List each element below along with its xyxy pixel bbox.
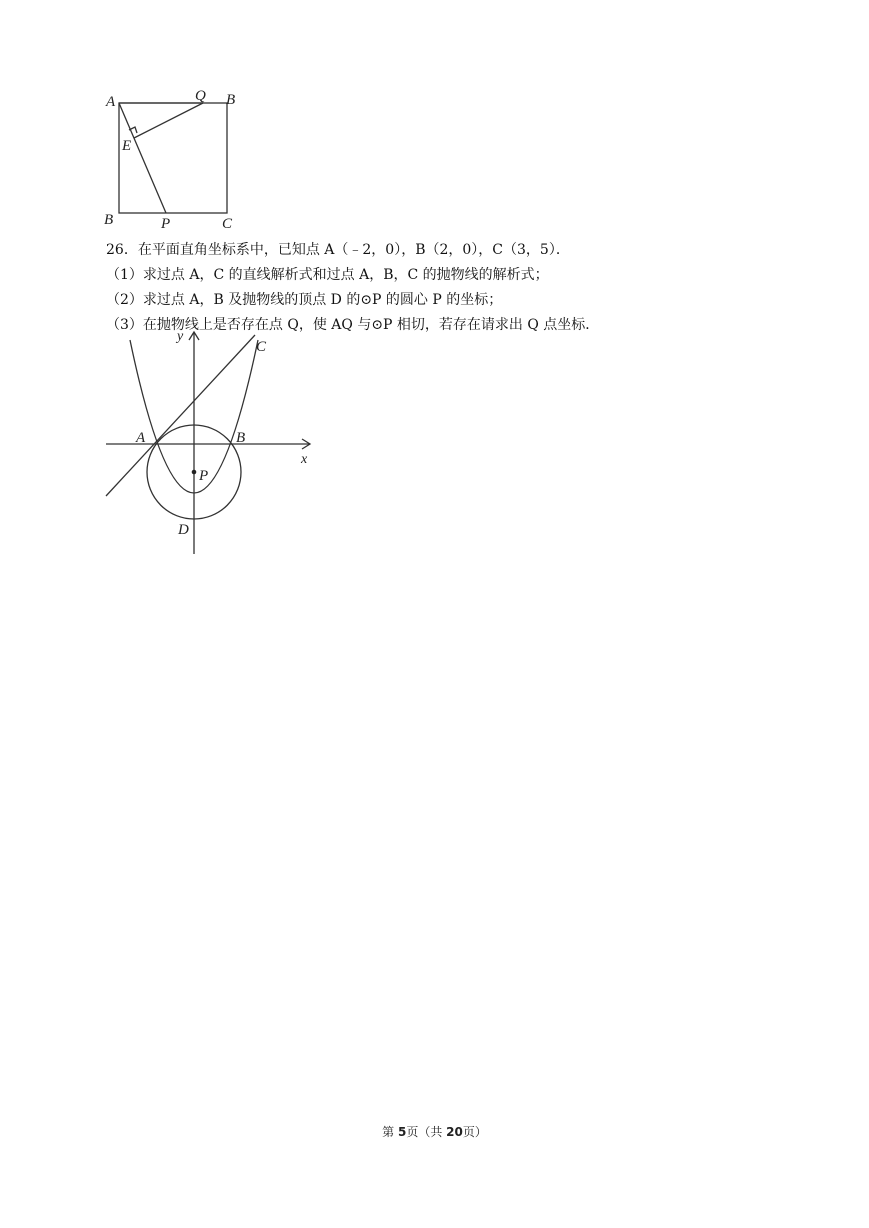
label-point-c: C bbox=[256, 339, 267, 355]
coordinate-diagram bbox=[100, 326, 320, 558]
footer-total-pages: 20 bbox=[446, 1125, 463, 1139]
point-p bbox=[192, 470, 197, 475]
problem-part-3: （3）在抛物线上是否存在点 Q，使 AQ 与⊙P 相切，若存在请求出 Q 点坐标． bbox=[106, 317, 600, 333]
label-point-p: P bbox=[199, 468, 209, 484]
square-diagram bbox=[98, 86, 258, 236]
footer-prefix: 第 bbox=[382, 1125, 398, 1139]
label-point-b: B bbox=[236, 430, 246, 446]
square-figure bbox=[98, 86, 258, 236]
segment-qe bbox=[134, 103, 203, 138]
label-c: C bbox=[222, 216, 233, 232]
line-ac bbox=[106, 335, 255, 496]
label-b-bottom: B bbox=[104, 212, 114, 228]
label-y-axis: y bbox=[177, 329, 184, 344]
label-p: P bbox=[161, 216, 171, 232]
problem-part-1: （1）求过点 A，C 的直线解析式和过点 A，B，C 的抛物线的解析式； bbox=[106, 267, 549, 283]
label-e: E bbox=[122, 138, 132, 154]
label-q: Q bbox=[195, 88, 206, 104]
square-outline bbox=[119, 103, 227, 213]
footer-page-number: 5 bbox=[397, 1125, 407, 1139]
problem-title: 26．在平面直角坐标系中，已知点 A（﹣2，0），B（2，0），C（3，5）． bbox=[106, 242, 570, 258]
coordinate-figure bbox=[100, 326, 320, 558]
label-point-d: D bbox=[178, 522, 189, 538]
problem-part-2: （2）求过点 A，B 及抛物线的顶点 D 的⊙P 的圆心 P 的坐标； bbox=[106, 292, 503, 308]
label-x-axis: x bbox=[301, 452, 308, 467]
problem-26 bbox=[106, 238, 826, 338]
label-a: A bbox=[106, 94, 116, 110]
page-footer bbox=[0, 1123, 869, 1140]
footer-suffix: 页） bbox=[462, 1125, 487, 1139]
footer-middle: 页（共 bbox=[406, 1125, 447, 1139]
segment-ap bbox=[119, 103, 166, 213]
label-point-a: A bbox=[136, 430, 146, 446]
label-b-top: B bbox=[226, 92, 236, 108]
